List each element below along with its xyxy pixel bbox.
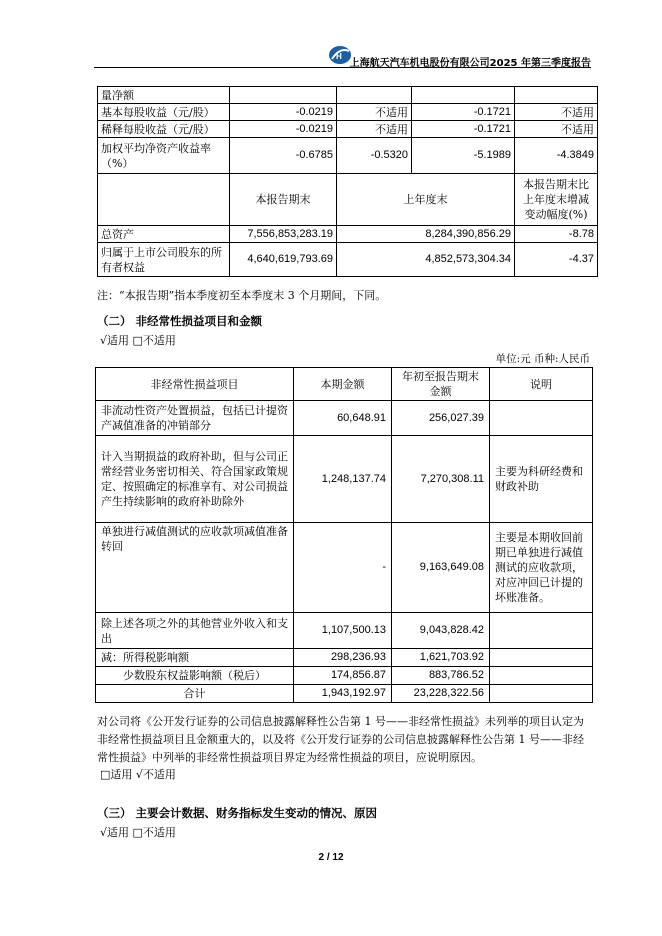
report-title: 上海航天汽车机电股份有限公司2025 年第三季度报告 <box>349 58 591 69</box>
table-row <box>96 649 593 667</box>
applicability-check: √适用 □不适用 <box>100 334 176 347</box>
cell: 不适用 <box>515 104 598 121</box>
cell: 1,943,192.97 <box>294 685 392 703</box>
item-cell: 计入当期损益的政府补助，但与公司正常经营业务密切相关、符合国家政策规定、按照确定的标准享有、对公司损益产生持续影响的政府补助除外 <box>96 436 294 523</box>
section-title: （三） 主要会计数据、财务指标发生变动的情况、原因 <box>97 806 378 820</box>
cell: -0.6785 <box>230 138 337 174</box>
cell: -0.0219 <box>230 121 337 138</box>
row-label: 量净额 <box>98 87 230 104</box>
cell: 主要为科研经费和财政补助 <box>490 436 593 523</box>
empty-cell <box>98 174 230 226</box>
cell: -8.78 <box>515 226 598 243</box>
header-cell: 上年度末 <box>337 174 515 226</box>
table-row <box>98 87 598 104</box>
cell: 7,556,853,283.19 <box>230 226 337 243</box>
table-row <box>96 523 593 613</box>
table-row <box>98 104 598 121</box>
cell: 不适用 <box>337 121 412 138</box>
table-row-total <box>96 685 593 703</box>
svg-text:H: H <box>336 52 342 61</box>
cell: 23,228,322.56 <box>392 685 490 703</box>
cell <box>490 401 593 436</box>
cell <box>230 87 337 104</box>
cell <box>515 87 598 104</box>
table-subheader <box>98 174 598 226</box>
cell: -5.1989 <box>412 138 515 174</box>
cell: 60,648.91 <box>294 401 392 436</box>
cell: 8,284,390,856.29 <box>337 226 515 243</box>
cell: 883,786.52 <box>392 667 490 685</box>
non-recurring-items-table <box>95 367 593 703</box>
header-cell: 本报告期末比上年度末增减变动幅度(%) <box>515 174 598 226</box>
row-label: 加权平均净资产收益率（%） <box>98 138 230 174</box>
cell <box>337 87 412 104</box>
cell: -4.3849 <box>515 138 598 174</box>
cell: 9,163,649.08 <box>392 523 490 613</box>
cell: 1,248,137.74 <box>294 436 392 523</box>
table-row <box>96 436 593 523</box>
applicability-check: √适用 □不适用 <box>100 826 176 839</box>
item-cell: 少数股东权益影响额（税后） <box>96 667 294 685</box>
cell <box>490 649 593 667</box>
unit-currency-label: 单位:元 币种:人民币 <box>495 353 590 365</box>
footnote: 注：“本报告期”指本季度初至本季度末 3 个月期间，下同。 <box>97 289 387 302</box>
cell: 9,043,828.42 <box>392 613 490 649</box>
table-row <box>98 226 598 243</box>
header-cell: 本期金额 <box>294 368 392 401</box>
table-row <box>98 121 598 138</box>
cell: 256,027.39 <box>392 401 490 436</box>
table-row <box>98 138 598 174</box>
cell: 1,621,703.92 <box>392 649 490 667</box>
cell: 1,107,500.13 <box>294 613 392 649</box>
cell <box>412 87 515 104</box>
table-row <box>96 613 593 649</box>
item-cell: 单独进行减值测试的应收款项减值准备转回 <box>96 523 294 613</box>
header-cell: 年初至报告期末金额 <box>392 368 490 401</box>
cell: -0.1721 <box>412 121 515 138</box>
company-logo <box>328 45 352 65</box>
cell <box>490 667 593 685</box>
cell: 298,236.93 <box>294 649 392 667</box>
row-label: 基本每股收益（元/股） <box>98 104 230 121</box>
header-cell: 说明 <box>490 368 593 401</box>
header-cell: 本报告期末 <box>230 174 337 226</box>
cell: 174,856.87 <box>294 667 392 685</box>
row-label: 总资产 <box>98 226 230 243</box>
table-row <box>96 401 593 436</box>
cell: 7,270,308.11 <box>392 436 490 523</box>
cell <box>490 685 593 703</box>
item-cell: 除上述各项之外的其他营业外收入和支出 <box>96 613 294 649</box>
cell: -0.1721 <box>412 104 515 121</box>
cell: 不适用 <box>515 121 598 138</box>
cell <box>490 613 593 649</box>
item-cell: 合计 <box>96 685 294 703</box>
cell: -4.37 <box>515 243 598 277</box>
row-label: 归属于上市公司股东的所有者权益 <box>98 243 230 277</box>
header-cell: 非经常性损益项目 <box>96 368 294 401</box>
cell: 不适用 <box>337 104 412 121</box>
cell: 4,852,573,304.34 <box>337 243 515 277</box>
cell: 主要是本期收回前期已单独进行减值测试的应收款项，对应冲回已计提的坏账准备。 <box>490 523 593 613</box>
financial-indicators-table <box>97 86 598 277</box>
item-cell: 非流动性资产处置损益，包括已计提资产减值准备的冲销部分 <box>96 401 294 436</box>
explanation-paragraph: 对公司将《公开发行证券的公司信息披露解释性公告第 1 号——非经常性损益》未列举的项目认定为非经常性损益项目且金额重大的，以及将《公开发行证券的公司信息披露解释性公告第 1 号——非经常性损益》中列举的非经常性损益项目界定为经常性损益的项目，应说明原因。 <box>97 715 584 764</box>
page-header <box>94 44 591 68</box>
section-title: （二） 非经常性损益项目和金额 <box>97 314 263 328</box>
cell: - <box>294 523 392 613</box>
applicability-check: □适用 √不适用 <box>100 768 176 781</box>
table-row <box>96 667 593 685</box>
item-cell: 减：所得税影响额 <box>96 649 294 667</box>
row-label: 稀释每股收益（元/股） <box>98 121 230 138</box>
table-row <box>98 243 598 277</box>
cell: 4,640,619,793.69 <box>230 243 337 277</box>
cell: -0.0219 <box>230 104 337 121</box>
table-header <box>96 368 593 401</box>
cell: -0.5320 <box>337 138 412 174</box>
page-number: 2 / 12 <box>318 852 344 863</box>
